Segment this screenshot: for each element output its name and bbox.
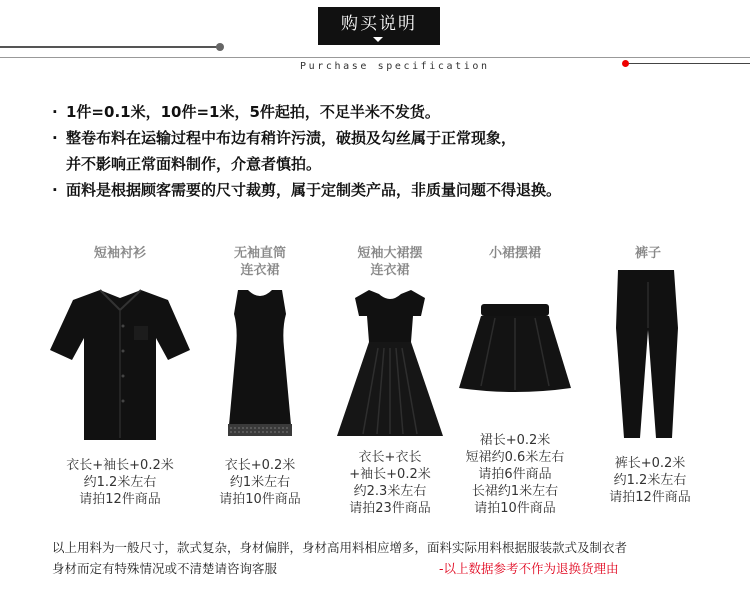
garment-desc-straight-dress: 衣长+0.2米 约1米左右 请拍10件商品 — [219, 458, 301, 507]
note-item: · 面料是根据顾客需要的尺寸裁剪，属于定制类产品，非质量问题不得退换。 — [52, 177, 742, 203]
garment-label-straight-dress: 无袖直筒 连衣裙 — [233, 246, 286, 278]
note-item-continued: 并不影响正常面料制作，介意者慎拍。 — [66, 155, 322, 173]
straight-dress-icon — [220, 288, 300, 443]
footer-note-line2: 身材而定有特殊情况或不清楚请咨询客服 — [52, 561, 278, 576]
title-caret-icon — [373, 37, 383, 42]
purchase-notes — [52, 99, 742, 203]
garment-desc-skirt: 裙长+0.2米 短裙约0.6米左右 请拍6件商品 长裙约1米左右 请拍10件商品 — [465, 433, 565, 516]
bullet-icon: · — [52, 181, 58, 199]
footer-note-line1: 以上用料为一般尺寸，款式复杂，身材偏胖，身材高用料相应增多，面料实际用料根据服装款式及制衣者 — [52, 540, 628, 555]
divider-right — [626, 63, 750, 64]
swing-dress-icon — [333, 286, 447, 441]
garment-label-shirt: 短袖衬衫 — [93, 246, 146, 261]
garment-label-pants: 裤子 — [634, 246, 661, 261]
garment-label-skirt: 小裙摆裙 — [488, 246, 541, 261]
section-subtitle: Purchase specification — [300, 61, 490, 72]
divider-dot-red — [622, 60, 629, 67]
divider-dot-gray — [216, 43, 224, 51]
garment-label-swing-dress: 短袖大裙摆 连衣裙 — [357, 246, 423, 278]
garment-desc-swing-dress: 衣长+衣长 +袖长+0.2米 约2.3米左右 请拍23件商品 — [349, 450, 431, 516]
bullet-icon: · — [52, 103, 58, 121]
garment-desc-pants: 裤长+0.2米 约1.2米左右 请拍12件商品 — [609, 456, 691, 505]
divider-left — [0, 46, 218, 48]
garment-desc-shirt: 衣长+袖长+0.2米 约1.2米左右 请拍12件商品 — [66, 458, 174, 507]
pants-icon — [608, 268, 688, 442]
shirt-icon — [48, 286, 193, 444]
note-item: · 1件=0.1米，10件=1米，5件起拍，不足半米不发货。 — [52, 99, 742, 125]
divider-full — [0, 57, 750, 58]
bullet-icon: · — [52, 129, 58, 147]
footer-warning: -以上数据参考不作为退换货理由 — [439, 561, 619, 576]
section-title: 购买说明 — [318, 7, 440, 45]
skirt-icon — [455, 300, 575, 395]
note-item: · 整卷布料在运输过程中布边有稍许污渍，破损及勾丝属于正常现象， — [52, 125, 742, 151]
